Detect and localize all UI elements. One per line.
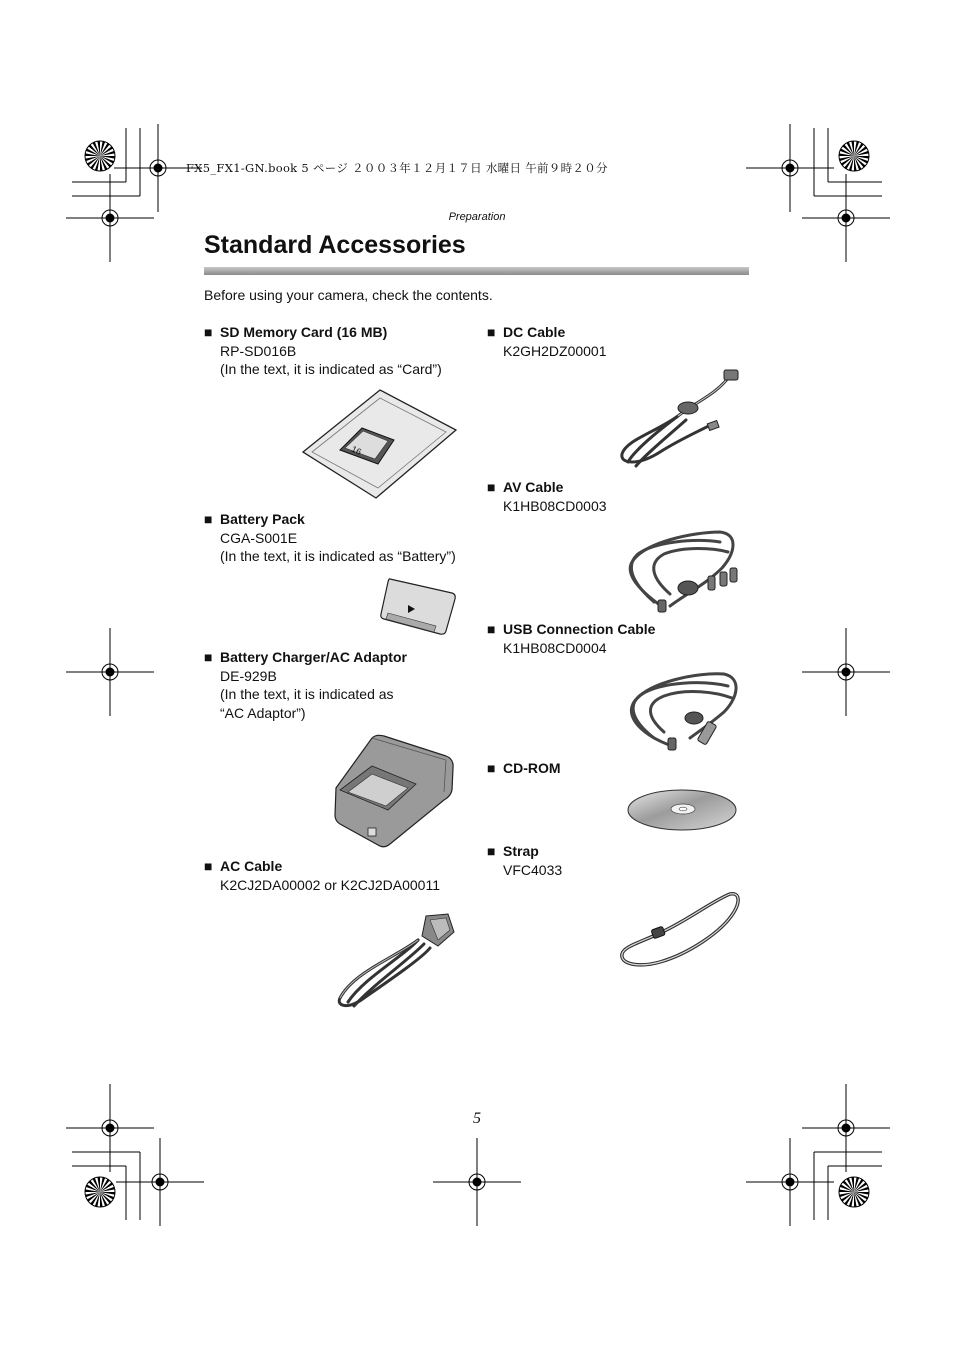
item-note: “AC Adaptor”) [220,705,306,722]
file-info-header: FX5_FX1-GN.book 5 ページ ２００３年１２月１７日 水曜日 午前９時２０分 [186,161,608,175]
sd-card-illustration [300,388,458,500]
section-label: Preparation [448,211,506,223]
item-name: ■ Strap [487,842,562,861]
av-cable-illustration [624,524,744,616]
item-name: ■ AC Cable [204,857,440,876]
ac-cable-illustration [334,902,462,1014]
item-av-cable [487,478,607,515]
item-sd-card [204,323,442,379]
intro-text: Before using your camera, check the contents. [204,287,493,303]
item-note: (In the text, it is indicated as “Card”) [220,361,442,378]
dc-cable-illustration [616,368,742,472]
charger-illustration [332,732,456,850]
item-note: (In the text, it is indicated as “Battery”) [220,548,456,565]
registration-cross-icon [746,124,834,212]
registration-star-icon [839,1177,869,1207]
item-model: RP-SD016B [220,342,297,359]
item-name: ■ DC Cable [487,323,607,342]
registration-cross-icon [802,1084,890,1172]
item-model: K1HB08CD0003 [503,497,607,514]
page-title: Standard Accessories [204,231,466,259]
registration-cross-icon [746,1138,834,1226]
item-note: (In the text, it is indicated as [220,686,394,703]
registration-cross-icon [66,1084,154,1172]
registration-star-icon [85,1177,115,1207]
registration-cross-icon [66,628,154,716]
item-cd-rom [487,759,561,778]
item-battery-charger [204,648,407,723]
registration-star-icon [85,141,115,171]
page-number: 5 [473,1110,481,1127]
registration-cross-icon [802,628,890,716]
item-ac-cable [204,857,440,894]
item-name: ■ USB Connection Cable [487,620,655,639]
item-model: DE-929B [220,667,277,684]
registration-star-icon [839,141,869,171]
item-model: K2GH2DZ00001 [503,342,607,359]
item-name: ■ Battery Pack [204,510,456,529]
item-model: K1HB08CD0004 [503,639,607,656]
sd-card-label: 16 [349,443,364,458]
item-usb-cable [487,620,655,657]
item-name: ■ AV Cable [487,478,607,497]
battery-pack-illustration [378,575,458,637]
item-battery-pack [204,510,456,566]
registration-cross-icon [433,1138,521,1226]
item-model: VFC4033 [503,861,563,878]
item-name: ■ SD Memory Card (16 MB) [204,323,442,342]
usb-cable-illustration [624,666,744,752]
item-name: ■ CD-ROM [487,759,561,778]
item-model: CGA-S001E [220,529,298,546]
item-dc-cable [487,323,607,360]
strap-illustration [618,890,742,970]
cd-rom-illustration [626,788,738,834]
registration-cross-icon [116,1138,204,1226]
item-strap [487,842,562,879]
title-underline [204,267,749,275]
item-model: K2CJ2DA00002 or K2CJ2DA00011 [220,876,440,893]
item-name: ■ Battery Charger/AC Adaptor [204,648,407,667]
